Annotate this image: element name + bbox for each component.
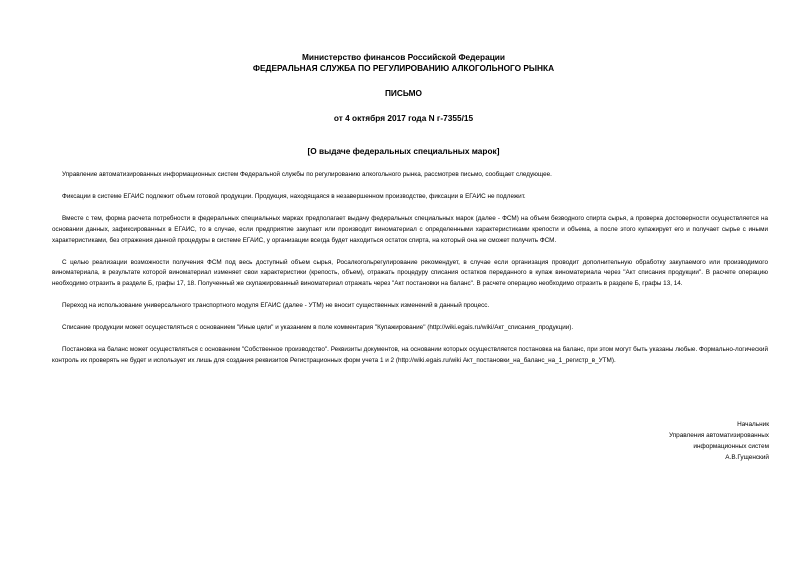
- signature-name: А.В.Гущенский: [725, 453, 769, 461]
- document-date-number: от 4 октября 2017 года N г-7355/15: [333, 113, 474, 123]
- document-type: ПИСЬМО: [384, 88, 423, 98]
- signature-department: Управления автоматизированных: [668, 431, 769, 439]
- ministry-name: Министерство финансов Российской Федерации: [301, 52, 506, 62]
- service-name: ФЕДЕРАЛЬНАЯ СЛУЖБА ПО РЕГУЛИРОВАНИЮ АЛКОГОЛЬНОГО РЫНКА: [252, 63, 555, 73]
- signature-position: Начальник: [737, 421, 769, 428]
- document-header: [0, 52, 807, 157]
- paragraph: С целью реализации возможности получения ФСМ под весь доступный объем сырья, Росалкогольрегулирование рекомендует, в случае если организация проводит дополнительную обработку закупаемого или производимого виноматериала, в результате которой виноматериал изменяет свои характеристики (крепость, объем), отражать процедуру списания остатков переданного в купаж виноматериала через "Акт списания продукции". В расчете операцию необходимо отразить в разделе Б, графы 17, 18. Полученный же скупажированный виноматериал отражать через "Акт постановки на баланс". В расчете операцию необходимо отразить в разделе Б, графы 13, 14.: [52, 258, 768, 288]
- document-title: [О выдаче федеральных специальных марок]: [307, 146, 500, 156]
- paragraph: Вместе с тем, форма расчета потребности в федеральных специальных марках предполагает выдачу федеральных специальных марок (далее - ФСМ) на объем безводного спирта сырья, а проверка достоверности осуществляется на основании данных, зафиксированных в ЕГАИС, то в случае, если предприятие закупает или производит виноматериал с определенными характеристиками крепости и объема, а после этого купажирует его и получает сырье с иными характеристиками, без отражения данной процедуры в системе ЕГАИС, у организации всегда будет находиться остаток спирта, на который она не сможет получить ФСМ.: [52, 214, 768, 244]
- paragraph: Фиксации в системе ЕГАИС подлежит объем готовой продукции. Продукция, находящаяся в незавершенном производстве, фиксации в ЕГАИС не подлежит.: [62, 192, 526, 200]
- signature-block: [669, 420, 769, 464]
- paragraph: Постановка на баланс может осуществляться с основанием "Собственное производство". Реквизиты документов, на основании которых осуществляется постановка на баланс, при этом могут быть указаны любые. Формально-логический контроль их проверять не будет и использует их лишь для создания реквизитов Регистрационных форм учета 1 и 2 (http://wiki.egais.ru/wiki Акт_постановки_на_баланс_на_1_регистр_в_УТМ).: [52, 346, 768, 364]
- paragraph: Управление автоматизированных информационных систем Федеральной службы по регулированию алкогольного рынка, рассмотрев письмо, сообщает следующее.: [62, 171, 552, 178]
- paragraph: Списание продукции может осуществляться с основанием "Иные цели" и указанием в поле комментария "Купажирование" (http://wiki.egais.ru/wiki/Акт_списания_продукции).: [62, 324, 574, 332]
- paragraph: Переход на использование универсального транспортного модуля ЕГАИС (далее - УТМ) не вносит существенных изменений в данный процесс.: [62, 302, 490, 310]
- signature-department-cont: информационных систем: [693, 442, 769, 450]
- document-body: [52, 170, 768, 378]
